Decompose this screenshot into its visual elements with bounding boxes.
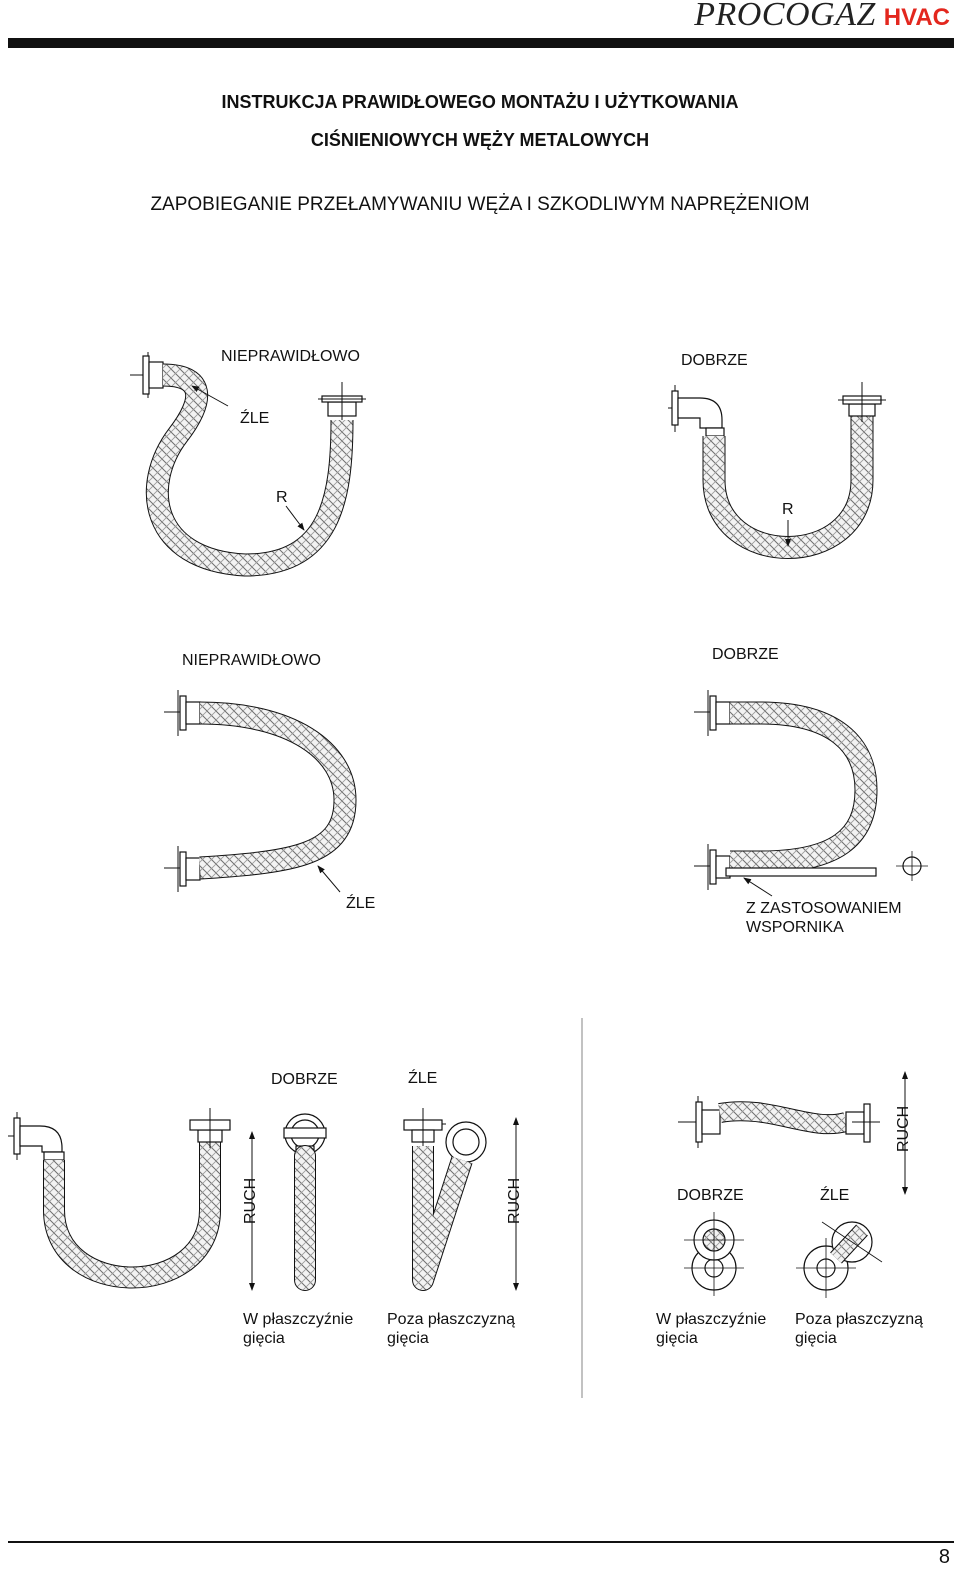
brand-name: PROCOGAZ <box>694 0 876 33</box>
label-correct-2: DOBRZE <box>712 646 779 663</box>
caption-2-line-1: Poza płaszczyzną <box>387 1311 516 1328</box>
figure-horizontal-motion <box>678 1072 905 1298</box>
footer-rule <box>8 1541 954 1543</box>
label-good-horizontal: DOBRZE <box>677 1187 744 1204</box>
label-bad-note-1: ŹLE <box>240 410 270 427</box>
caption-1-line-2: gięcia <box>243 1330 285 1347</box>
label-bad-horizontal: ŹLE <box>820 1187 850 1204</box>
label-wrong-2: NIEPRAWIDŁOWO <box>182 652 321 669</box>
label-support-line-2: WSPORNIKA <box>746 919 844 936</box>
caption-4-line-1: Poza płaszczyzną <box>795 1311 924 1328</box>
figure-correct-loop-support <box>694 690 928 896</box>
label-motion-2: RUCH <box>506 1177 523 1224</box>
label-support-line-1: Z ZASTOSOWANIEM <box>746 900 902 917</box>
caption-3-line-1: W płaszczyźnie <box>656 1311 767 1328</box>
label-good-vertical: DOBRZE <box>271 1071 338 1088</box>
figure-vertical-motion <box>8 1108 516 1290</box>
figure-wrong-loop <box>164 690 345 892</box>
page-subtitle: ZAPOBIEGANIE PRZEŁAMYWANIU WĘŻA I SZKODLIWYM NAPRĘŻENIOM <box>150 194 810 215</box>
label-bad-vertical: ŹLE <box>408 1070 438 1087</box>
brand-division: HVAC <box>883 4 950 31</box>
page-title-line-2: CIŚNIENIOWYCH WĘŻY METALOWYCH <box>310 130 650 150</box>
label-wrong-1: NIEPRAWIDŁOWO <box>221 348 360 365</box>
label-bad-note-2: ŹLE <box>346 895 376 912</box>
page-title-line-1: INSTRUKCJA PRAWIDŁOWEGO MONTAŻU I UŻYTKOWANIA <box>221 92 739 112</box>
page-number: 8 <box>938 1546 950 1568</box>
label-radius-correct: R <box>782 501 794 518</box>
figure-wrong-radius <box>130 352 366 565</box>
caption-4-line-2: gięcia <box>795 1330 837 1347</box>
caption-3-line-2: gięcia <box>656 1330 698 1347</box>
caption-2-line-2: gięcia <box>387 1330 429 1347</box>
caption-1-line-1: W płaszczyźnie <box>243 1311 354 1328</box>
label-correct-1: DOBRZE <box>681 352 748 369</box>
figure-correct-radius <box>668 382 886 548</box>
label-motion-3: RUCH <box>895 1105 912 1152</box>
label-motion-1: RUCH <box>242 1177 259 1224</box>
label-radius-wrong: R <box>276 489 288 506</box>
